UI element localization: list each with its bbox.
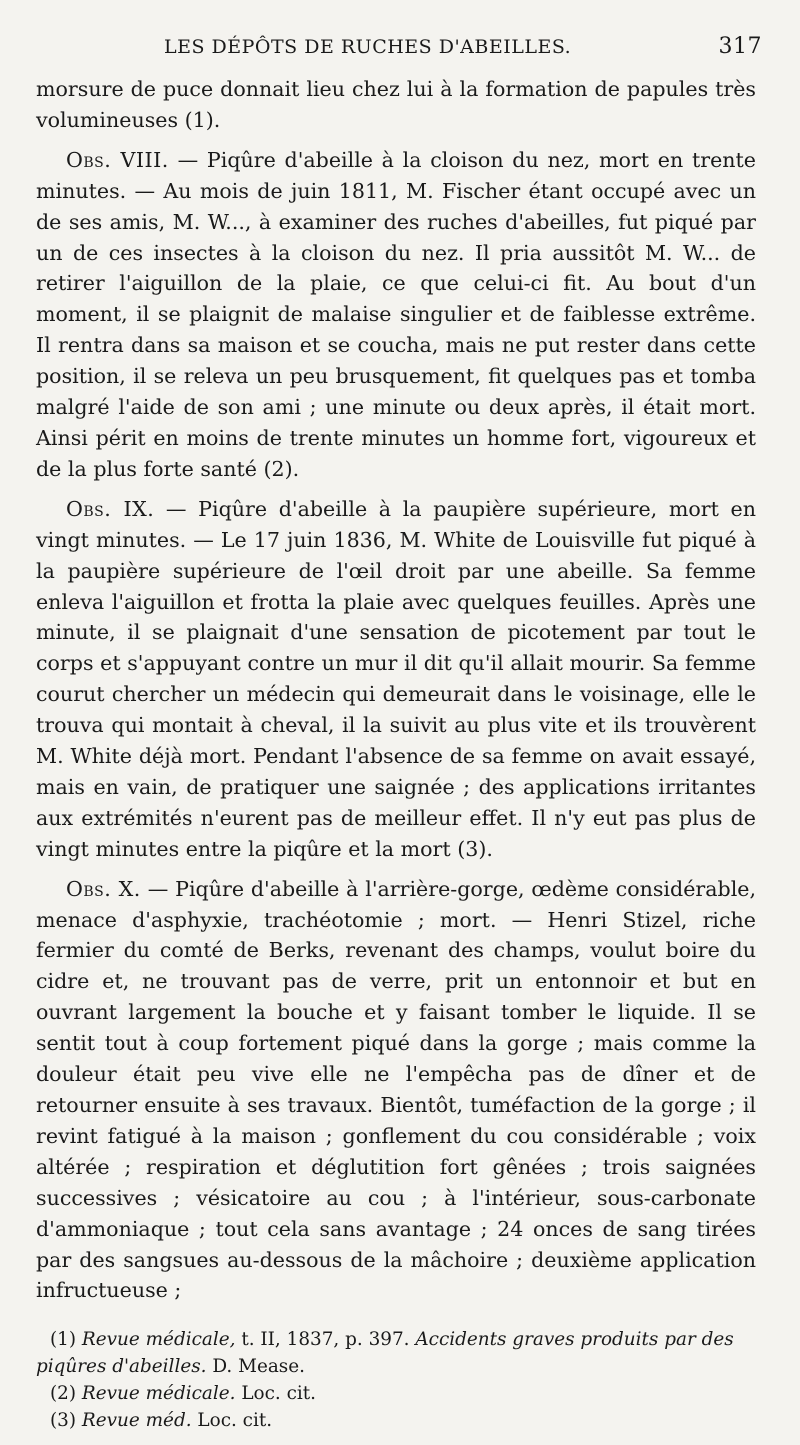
paragraph-obs-9 xyxy=(36,494,756,865)
footnote-text: Loc. cit. xyxy=(191,1410,273,1432)
footnote xyxy=(36,1326,756,1380)
footnote-source: Revue méd. xyxy=(81,1410,192,1432)
paragraph-text: — Piqûre d'abeille à la paupière supérieure, mort en vingt minutes. — Le 17 juin 1836, M. White de Louisville fut piqué à la paupière supérieure de l'œil droit par une abeille. Sa femme enleva l'aiguillon et frotta la plaie avec quelques feuilles. Après une minute, il se plaignait d'une sensation de picotement par tout le corps et s'appuyant contre un mur il dit qu'il allait mourir. Sa femme courut chercher un médecin qui demeurait dans le voisinage, elle le trouva qui montait à cheval, il la suivit au plus vite et ils trouvèrent M. White déjà mort. Pendant l'absence de sa femme on avait essayé, mais en vain, de pratiquer une saignée ; des applications irritantes aux extrémités n'eurent pas de meilleur effet. Il n'y eut pas plus de vingt minutes entre la piqûre et la mort (3). xyxy=(36,496,756,861)
footnote-text: Loc. cit. xyxy=(235,1383,317,1405)
footnote-source: Revue médicale. xyxy=(81,1383,236,1405)
observation-label: Obs. VIII. xyxy=(66,147,169,172)
footnote xyxy=(36,1407,756,1434)
running-head xyxy=(36,34,762,74)
footnote-marker: (2) xyxy=(50,1383,77,1405)
page-number: 317 xyxy=(718,34,762,59)
footnote-text: t. II, 1837, p. 397. xyxy=(235,1329,416,1351)
paragraph-text: morsure de puce donnait lieu chez lui à la formation de papules très volumineuses (1). xyxy=(36,77,756,132)
footnotes xyxy=(36,1326,756,1434)
paragraph-text: — Piqûre d'abeille à l'arrière-gorge, œdème considérable, menace d'asphyxie, trachéotomie ; mort. — Henri Stizel, riche fermier du comté de Berks, revenant des champs, voulut boire du cidre et, ne trouvant pas de verre, prit un entonnoir et but en ouvrant largement la bouche et y faisant tomber le liquide. Il se sentit tout à coup fortement piqué dans la gorge ; mais comme la douleur était peu vive elle ne l'empêcha pas de dîner et de retourner ensuite à ses travaux. Bientôt, tuméfaction de la gorge ; il revint fatigué à la maison ; gonflement du cou considérable ; voix altérée ; respiration et déglutition fort gênées ; trois saignées successives ; vésicatoire au cou ; à l'intérieur, sous-carbonate d'ammoniaque ; tout cela sans avantage ; 24 onces de sang tirées par des sangsues au-dessous de la mâchoire ; deuxième application infructueuse ; xyxy=(36,876,757,1303)
running-title: LES DÉPÔTS DE RUCHES D'ABEILLES. xyxy=(164,36,572,58)
paragraph-obs-8 xyxy=(36,145,756,485)
footnote-title: Accidents graves produits par des piqûres d'abeilles. xyxy=(36,1329,734,1378)
footnote-author: D. Mease. xyxy=(206,1356,305,1378)
paragraph-continuation xyxy=(36,74,756,136)
observation-label: Obs. IX. xyxy=(66,496,155,521)
footnote xyxy=(36,1380,756,1407)
paragraph-text: — Piqûre d'abeille à la cloison du nez, mort en trente minutes. — Au mois de juin 1811, M. Fischer étant occupé avec un de ses amis, M. W..., à examiner des ruches d'abeilles, fut piqué par un de ces insectes à la cloison du nez. Il pria aussitôt M. W... de retirer l'aiguillon de la plaie, ce que celui-ci fit. Au bout d'un moment, il se plaignit de malaise singulier et de faiblesse extrême. Il rentra dans sa maison et se coucha, mais ne put rester dans cette position, il se releva un peu brusquement, fit quelques pas et tomba malgré l'aide de son ami ; une minute ou deux après, il était mort. Ainsi périt en moins de trente minutes un homme fort, vigoureux et de la plus forte santé (2). xyxy=(36,147,756,481)
paragraph-obs-10 xyxy=(36,874,756,1307)
body-text xyxy=(36,74,756,1306)
observation-label: Obs. X. xyxy=(66,876,141,901)
footnote-marker: (3) xyxy=(50,1410,77,1432)
footnote-source: Revue médicale, xyxy=(81,1329,236,1351)
footnote-marker: (1) xyxy=(50,1329,77,1351)
